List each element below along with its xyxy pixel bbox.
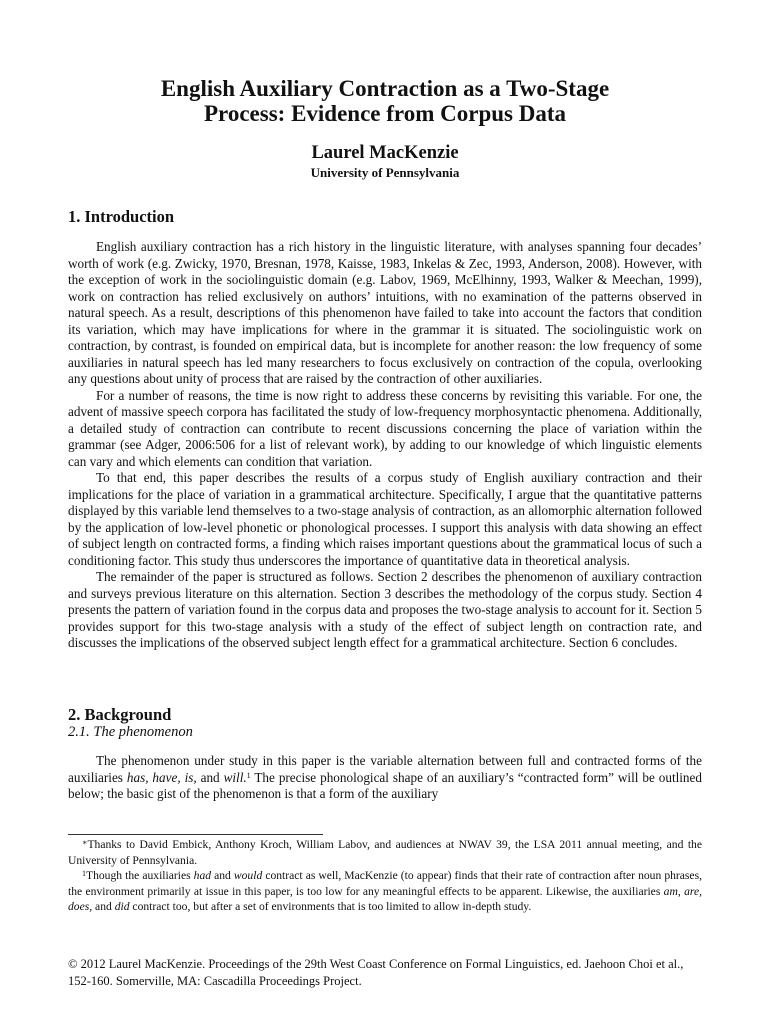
footnote-1-text-a: Though the auxiliaries xyxy=(86,869,194,882)
bg-aux-list: has, have, is, xyxy=(126,769,197,785)
footnote-thanks xyxy=(68,837,702,868)
footnote-star-mark: ∗ xyxy=(82,838,88,847)
footnote-1-and-2: and xyxy=(92,900,115,913)
intro-paragraph-3: To that end, this paper describes the results of a corpus study of English auxiliary contraction and their implications for the place of variation in a grammatical architecture. Specifically, I argue that the quantitative patterns displayed by this variable lend themselves to a two-stage analysis of contraction, as an allomorphic alternation followed by the application of low-level phonetic or phonological processes. I support this analysis with data showing an effect of subject length on contracted forms, a finding which raises important questions about the grammatical locus of such a conditioning factor. This study thus underscores the importance of quantitative data in theoretical analysis. xyxy=(68,470,702,568)
footnote-1-aux-list: am, are, does, xyxy=(68,884,702,913)
footnote-1-would: would xyxy=(233,869,263,882)
title-line-2: Process: Evidence from Corpus Data xyxy=(204,101,566,126)
intro-paragraph-2: For a number of reasons, the time is now right to address these concerns by revisiting this variable. For one, the advent of massive speech corpora has facilitated the study of low-frequency morphosyntactic phenomena. Additionally, a detailed study of contraction can contribute to recent discussions concerning the place of variation within the grammar (see Adger, 2006:506 for a list of relevant work), by adding to our knowledge of which linguistic elements can vary and which elements can condition that variation. xyxy=(68,387,702,469)
copyright-notice: © 2012 Laurel MacKenzie. Proceedings of the 29th West Coast Conference on Formal Linguistics, ed. Jaehoon Choi et al., 152-160. Somerville, MA: Cascadilla Proceedings Project. xyxy=(68,957,684,988)
footnote-1-text-b: contract as well, MacKenzie (to appear) finds that their rate of contraction after noun phrases, the environment primarily at issue in this paper, is too low for any meaningful effects to be apparent. Likewise, the auxiliaries xyxy=(68,869,702,898)
intro-paragraph-4: The remainder of the paper is structured as follows. Section 2 describes the phenomenon of auxiliary contraction and surveys previous literature on this alternation. Section 3 describes the methodology of the corpus study. Section 4 presents the pattern of variation found in the corpus data and proposes the two-stage analysis to account for it. Section 5 provides support for this two-stage analysis with a study of the effect of subject length on contraction rate, and discusses the implications of the observed subject length effect for a grammatical architecture. Section 6 concludes. xyxy=(68,569,702,650)
author-name: Laurel MacKenzie xyxy=(311,143,459,163)
footnote-1-mark: 1 xyxy=(82,869,86,878)
footnote-1-marker[interactable]: 1 xyxy=(246,770,251,780)
section-1-heading: 1. Introduction xyxy=(68,207,175,226)
author-affiliation: University of Pennsylvania xyxy=(310,165,460,180)
footnote-divider xyxy=(68,834,323,835)
bg-text-pre: The phenomenon under study in this paper is the variable alternation between full and contracted forms of the auxiliaries xyxy=(68,753,702,785)
subsection-2-1-heading: 2.1. The phenomenon xyxy=(68,724,193,740)
footnote-1-did: did xyxy=(114,900,130,913)
section-2-heading: 2. Background xyxy=(68,705,172,724)
footnote-1 xyxy=(68,868,702,915)
bg-text-post: The precise phonological shape of an auxiliary’s “contracted form” will be outlined below; the basic gist of the phenomenon is that a form of the auxiliary xyxy=(68,769,702,801)
paper-title xyxy=(60,76,710,126)
background-body xyxy=(68,753,702,803)
bg-will: will. xyxy=(223,769,247,785)
footnotes xyxy=(68,837,702,915)
intro-paragraph-1: English auxiliary contraction has a rich history in the linguistic literature, with analyses spanning four decades’ worth of work (e.g. Zwicky, 1970, Bresnan, 1978, Kaisse, 1983, Inkelas & Zec, 1993, Anderson, 2008). However, with the exception of work in the sociolinguistic domain (e.g. Labov, 1969, McElhinny, 1993, Walker & Meechan, 1999), work on contraction has relied exclusively on authors’ intuitions, with no examination of the patterns observed in natural speech. As a result, descriptions of this phenomenon have failed to take into account the factors that condition its variation, which may have implications for where in the grammar it is situated. The sociolinguistic work on contraction, by contrast, is founded on empirical data, but is incomplete for another reason: the low frequency of some auxiliaries in natural speech has led many researchers to focus exclusively on contraction of the copula, overlooking any questions about unity of process that are raised by the contraction of other auxiliaries. xyxy=(68,239,702,386)
introduction-body xyxy=(68,239,702,652)
footnote-1-text-c: contract too, but after a set of environments that is too limited to allow in-depth study. xyxy=(129,900,532,913)
footnote-1-and: and xyxy=(211,869,234,882)
footnote-thanks-text: Thanks to David Embick, Anthony Kroch, William Labov, and audiences at NWAV 39, the LSA 2011 annual meeting, and the University of Pennsylvania. xyxy=(68,838,702,867)
bg-and: and xyxy=(196,769,224,785)
background-paragraph-1 xyxy=(68,753,702,803)
footnote-1-had: had xyxy=(193,869,212,882)
title-line-1: English Auxiliary Contraction as a Two-Stage xyxy=(160,76,610,101)
